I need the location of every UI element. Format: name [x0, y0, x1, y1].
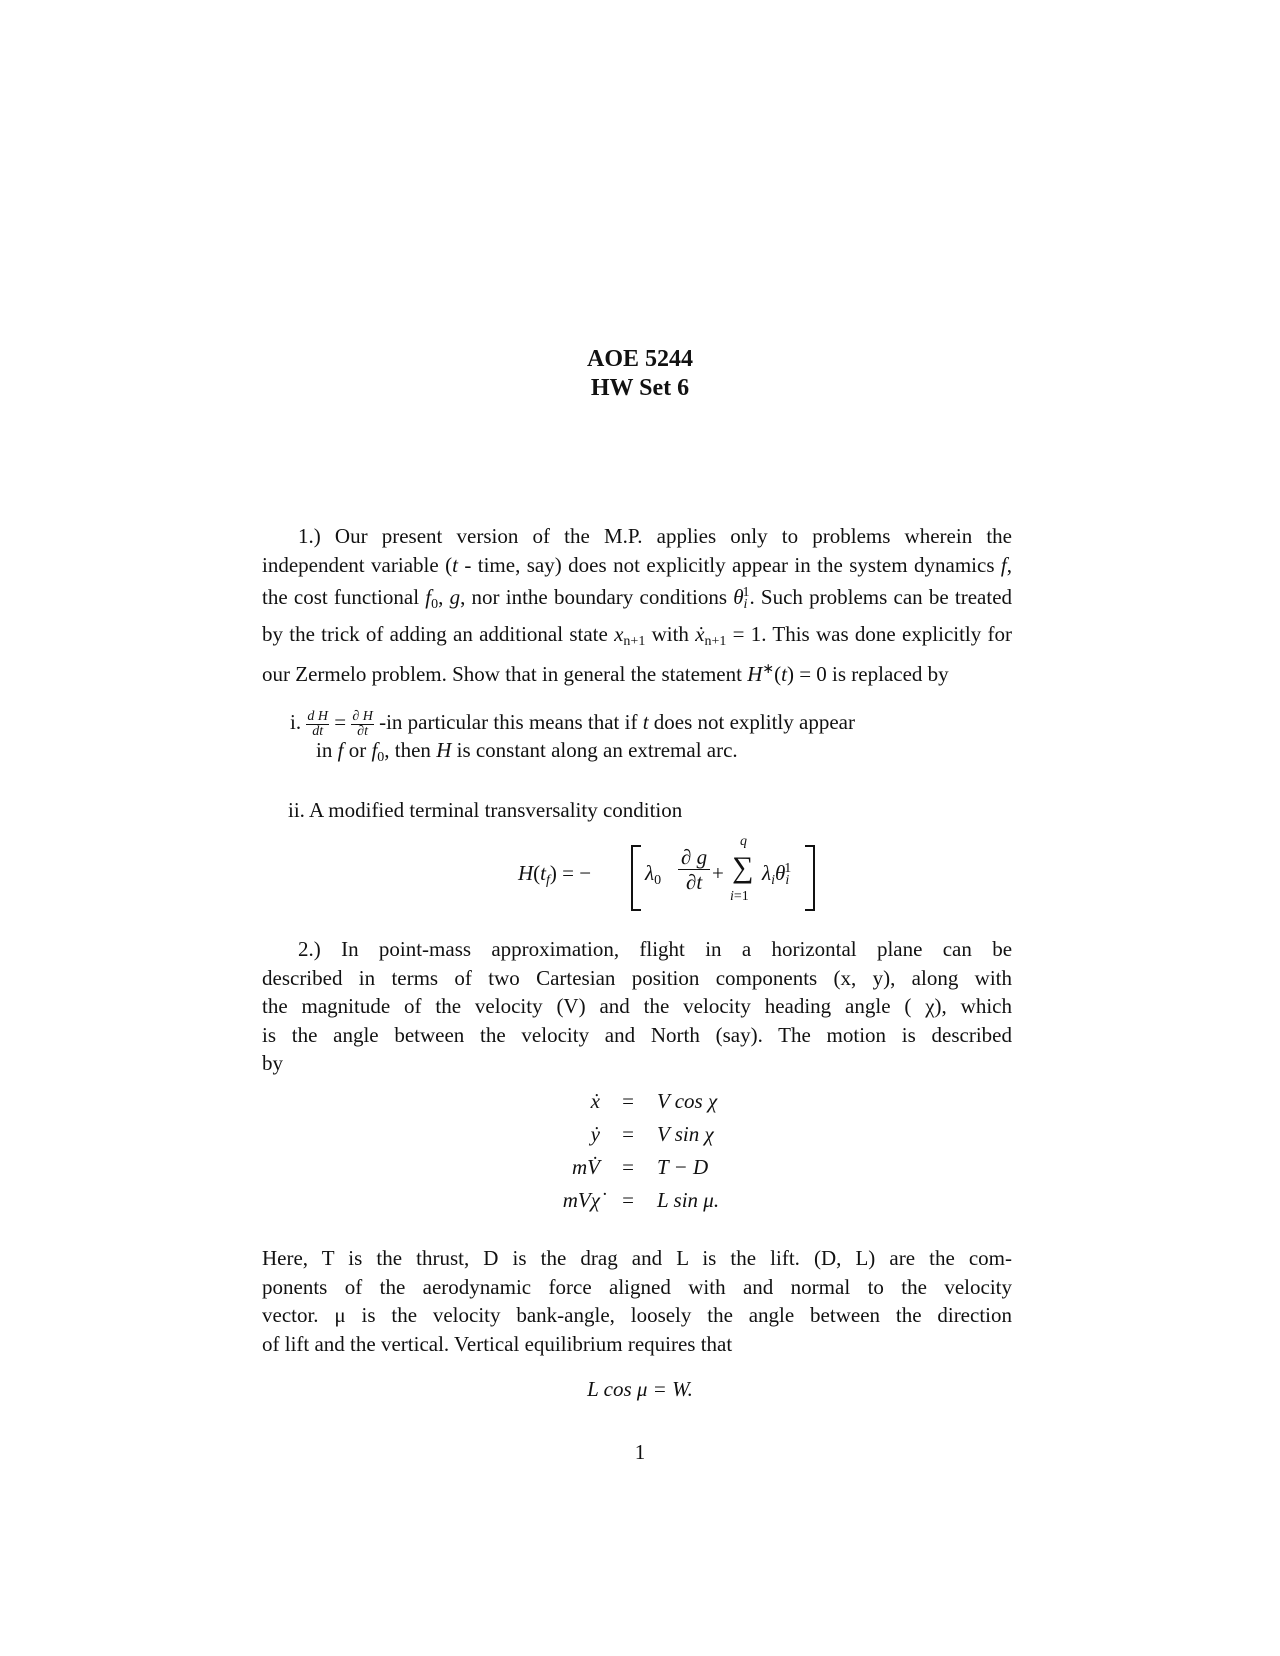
item-ii-label: ii. — [288, 798, 305, 822]
right-bracket — [805, 845, 815, 911]
item-i-label: i. — [290, 710, 302, 734]
problem-1-item-ii: ii. A modified terminal transversality condition — [288, 798, 683, 822]
dH-dt-fraction: $\frac{\text{d H}}{dt}$ — [307, 708, 328, 739]
document-title — [0, 345, 1280, 403]
homework-set: HW Set 6 — [590, 375, 690, 401]
left-bracket — [631, 845, 641, 911]
course-code: AOE 5244 — [586, 346, 693, 372]
problem-2-paragraph: 2.) In point-mass approximation, flight in a horizontal plane can be described in terms of two Cartesian position components (x, y), along with the magnitude of the velocity (V) and the velocity heading angle ( χ), which is the angle between the velocity and North (say). The motion is described by — [262, 937, 1013, 1075]
problem-1-item-i: i. $\frac{\text{d H}}{dt}$ = $\frac{\partial H}{\partial t}$ -in particular this means that if t does not explitly appear — [290, 708, 855, 739]
page-number: 1 — [634, 1440, 646, 1464]
problem-1-item-i-line2: in f or $f_0$, then H is constant along an extremal arc. — [316, 738, 738, 765]
problem-1-number: 1.) — [298, 524, 321, 548]
problem-1-paragraph: 1.) Our present version of the M.P. applies only to problems wherein the independent variable (t - time, say) does not explicitly appear in the system dynamics f, the cost functional $f_0$, g, nor inthe boundary conditions $\theta i^1$. Such problems can be treated by the trick of adding an additional state $x_{n+1}$ with ẋ$_{n+1}$ = 1. This was done explicitly for our Zermelo problem. Show that in general the statement H∗(t) = 0 is replaced by — [262, 524, 1013, 686]
document-page: AOE 5244 HW Set 6 1.) Our present version of the M.P. applies only to problems wherein the independent variable (t - time, say) does not explicitly appear in the system dynamics f, the cost functional $f_0$, g, nor inthe boundary conditions $\theta i^1$. Such problems can be treated by the trick of adding an additional state $x_{n+1}$ with ẋ$_{n+1}$ = 1. This was done explicitly for our Zermelo problem. Show that in general the statement H∗(t) = 0 is replaced by i. $\frac{\text{d H}}{dt}$ = $\frac{\partial H}{\partial t}$ -in particular this means that if t does not explitly appear in f or $f_0$, then H is constant along an extremal arc. ii. A modified terminal transversality condition H(tf) = − $\lambda_0$ ∂ g ∂t + q ∑ i=1 λiθi$^1$ 2.) In point-mass approximation, flight in a horizontal plane can be described in terms of two Cartesian position components (x, y), along with the magnitude of the velocity (V) and the velocity heading angle ( χ), which is the angle between the velocity and North (say). The motion is described by ẋ = V cos χ ẏ = V sin χ mV̇ = T − D mVχ̇ = L sin μ. Here, T is the thrust, D is the drag and L is the lift. (D, L) are the com- ponents of the aerodynamic force aligned with and normal to the velocity vector. μ is the velocity bank-angle, loosely the angle between the direction of lift and the vertical. Vertical equilibrium requires that L cos μ = W. 1 — [0, 0, 1280, 1656]
problem-2-number: 2.) — [298, 937, 321, 961]
dg-dt-fraction: ∂ g ∂t — [678, 845, 710, 894]
partialH-partialt-fraction: $\frac{\partial H}{\partial t}$ — [352, 708, 373, 739]
problem-2-explanation: Here, T is the thrust, D is the drag and L is the lift. (D, L) are the com- ponents of the aerodynamic force aligned with and normal to the velocity vector. μ is the velocity bank-angle, loosely the angle between the direction of lift and the vertical. Vertical equilibrium requires that — [262, 1246, 1012, 1356]
summation-icon: ∑ — [732, 851, 754, 884]
vertical-equilibrium-equation: L cos μ = W. — [587, 1377, 693, 1401]
